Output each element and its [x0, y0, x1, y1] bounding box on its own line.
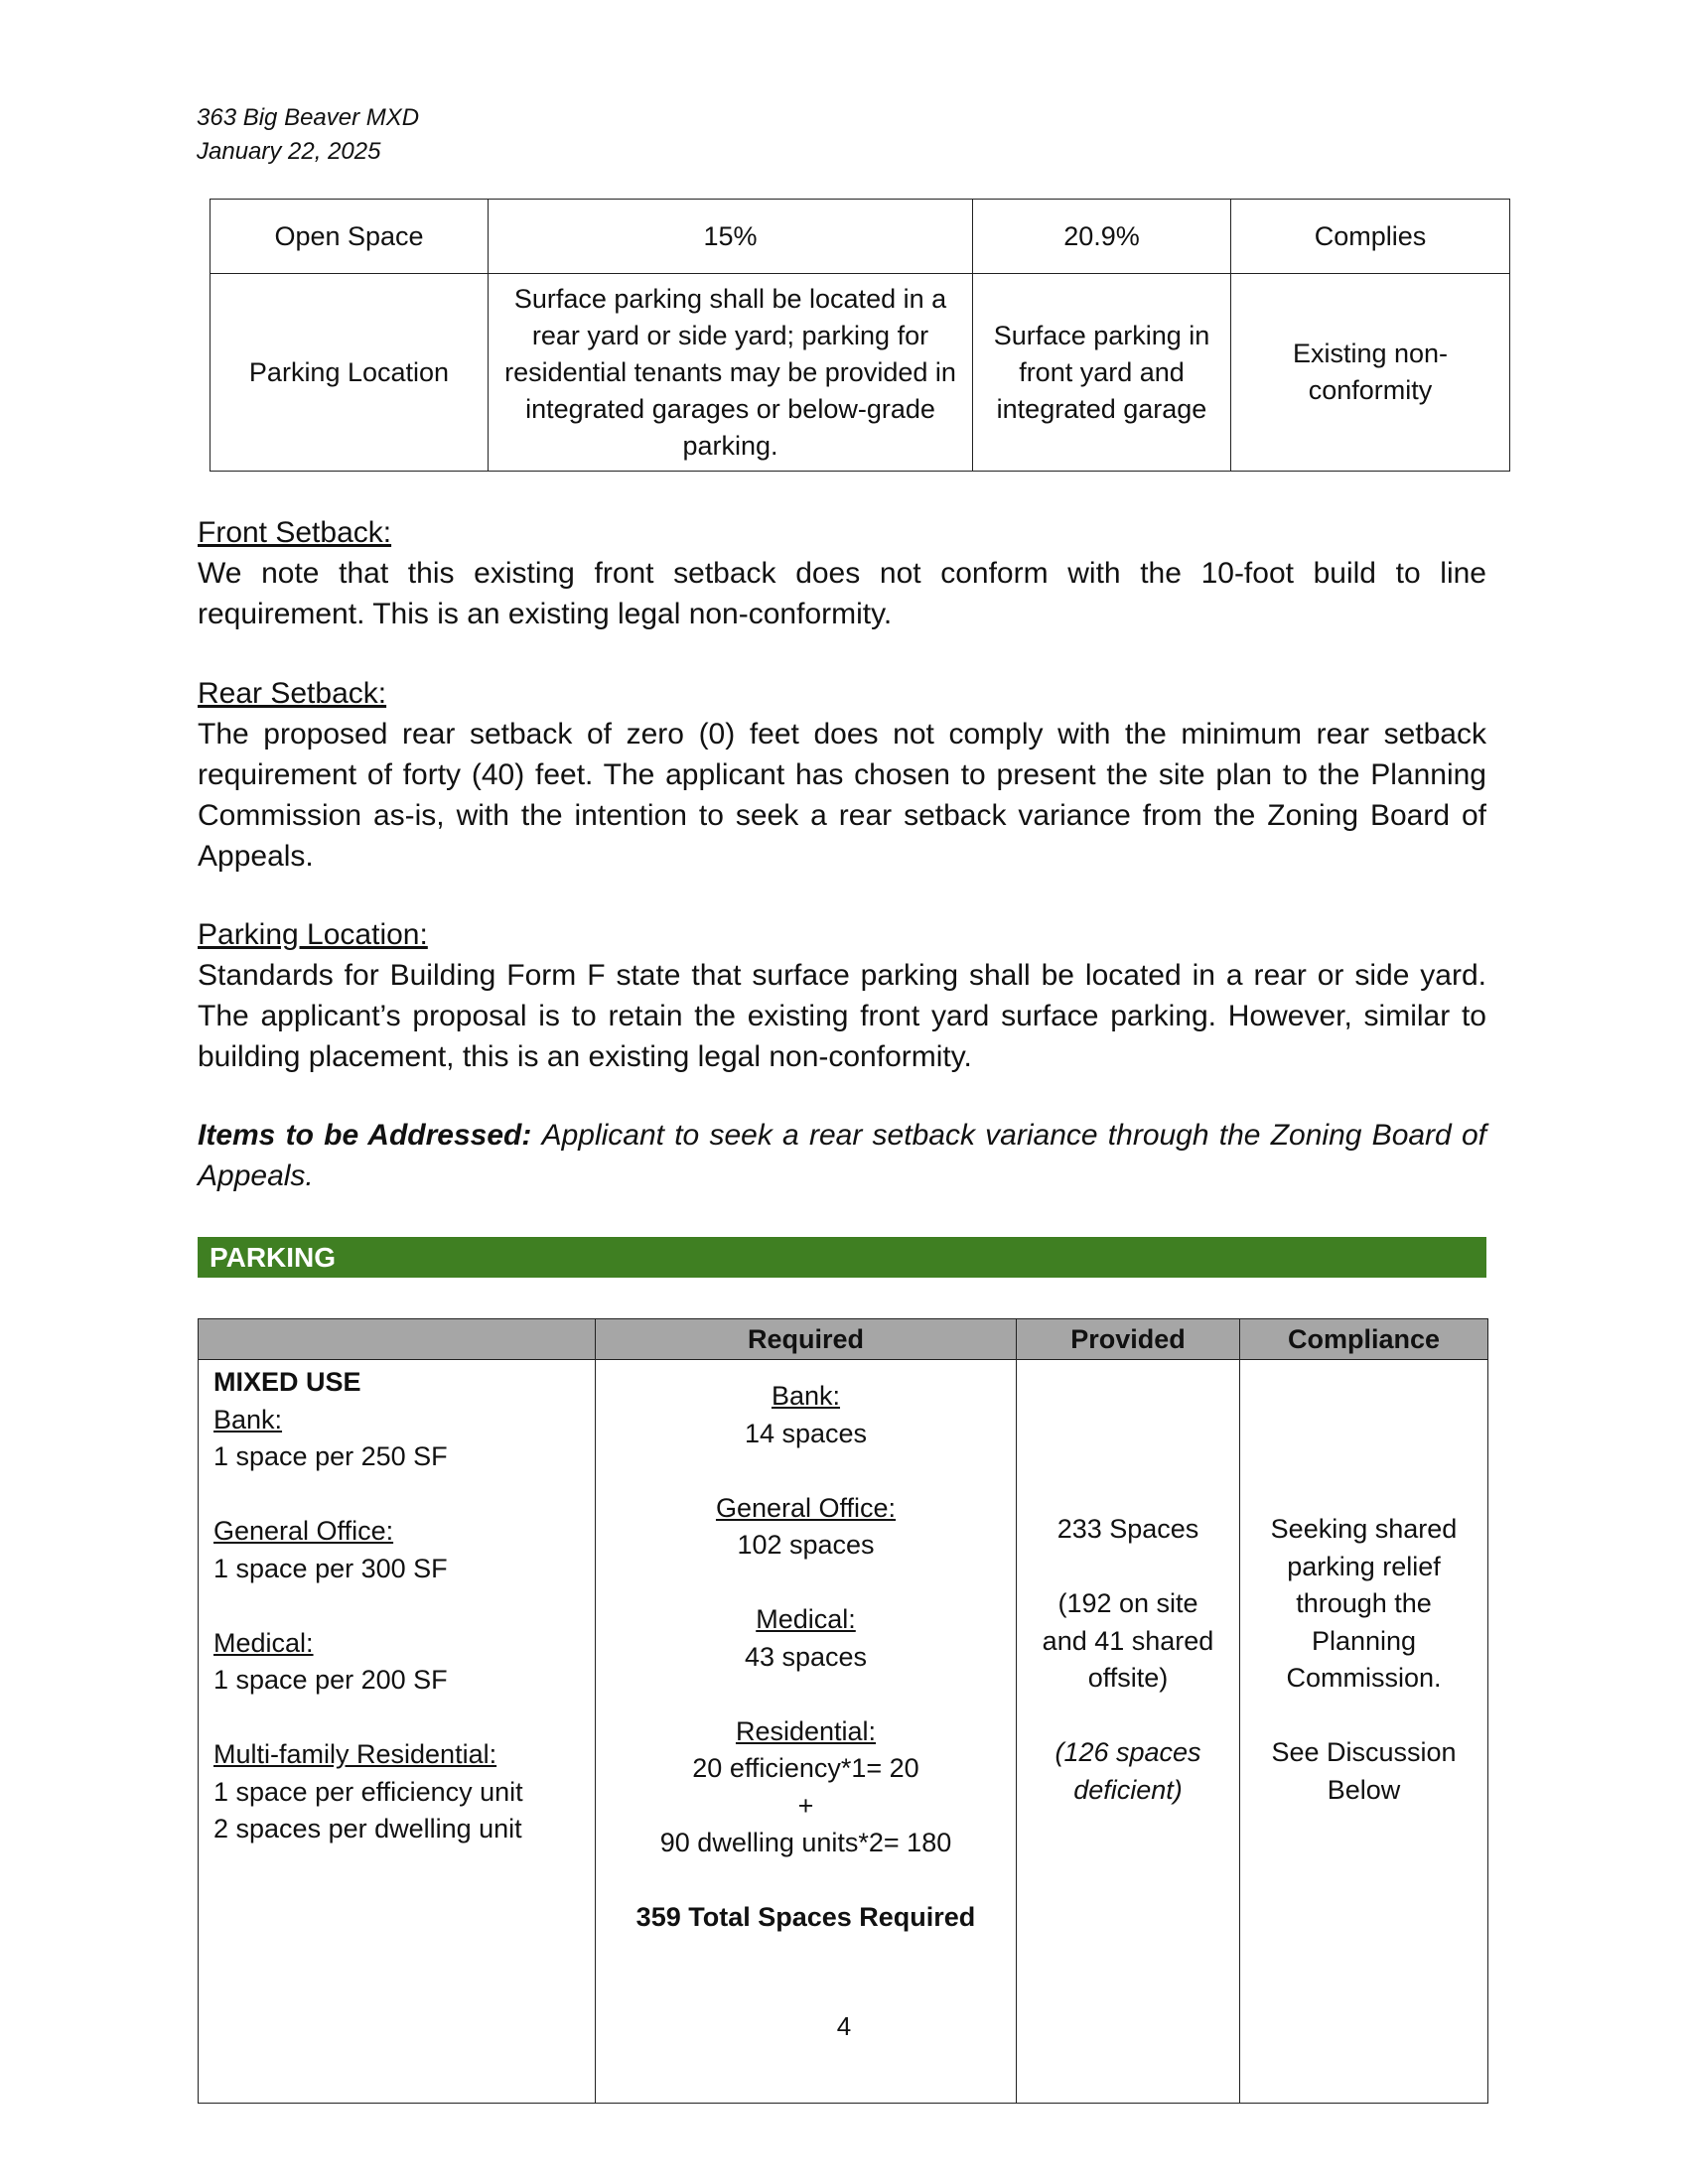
compliance-cell: Existing non-conformity — [1231, 274, 1510, 472]
provided-cell — [1017, 1360, 1240, 2104]
required-value: 14 spaces — [744, 1418, 868, 1448]
required-cell: 15% — [489, 200, 973, 274]
compliance-line: Planning — [1311, 1625, 1417, 1656]
required-value: 90 dwelling units*2= 180 — [659, 1828, 952, 1857]
uses-cell — [199, 1360, 596, 2104]
project-name: 363 Big Beaver MXD — [197, 104, 420, 131]
column-header-required: Required — [596, 1319, 1017, 1360]
required-value: 43 spaces — [744, 1641, 868, 1672]
compliance-cell — [1240, 1360, 1488, 2104]
compliance-line: through the — [1296, 1588, 1432, 1618]
required-value: + — [797, 1790, 814, 1821]
required-total: 359 Total Spaces Required — [635, 1902, 976, 1932]
provided-deficit: (126 spaces — [1055, 1737, 1201, 1767]
page-number: 4 — [836, 2011, 852, 2041]
use-rate: 1 space per efficiency unit — [213, 1776, 523, 1807]
front-setback-heading: Front Setback: — [198, 516, 392, 549]
column-header — [199, 1319, 596, 1360]
provided-detail: (192 on site — [1057, 1588, 1198, 1618]
required-value: 20 efficiency*1= 20 — [692, 1753, 919, 1783]
parking-section-title: PARKING — [210, 1242, 337, 1273]
compliance-line: Seeking shared — [1270, 1514, 1458, 1544]
use-title: MIXED USE — [213, 1367, 361, 1397]
use-label: Bank: — [213, 1404, 283, 1434]
table-header-row — [199, 1319, 1488, 1360]
standard-cell: Open Space — [211, 200, 489, 274]
report-date: January 22, 2025 — [197, 138, 381, 165]
provided-detail: and 41 shared — [1042, 1625, 1214, 1656]
compliance-note: See Discussion — [1271, 1737, 1457, 1767]
provided-cell: Surface parking in front yard and integrated garage — [973, 274, 1231, 472]
use-rate: 1 space per 300 SF — [213, 1553, 448, 1583]
column-header-provided: Provided — [1017, 1319, 1240, 1360]
compliance-cell: Complies — [1231, 200, 1510, 274]
provided-detail: offsite) — [1087, 1663, 1169, 1693]
parking-location-text: Standards for Building Form F state that surface parking shall be located in a rear or side yard. The applicant’s proposal is to retain the existing front yard surface parking. However, similar to building placement, this is an existing legal non-conformity. — [198, 959, 1486, 1073]
required-label: General Office: — [715, 1492, 897, 1523]
required-label: Bank: — [771, 1381, 841, 1411]
compliance-line: parking relief — [1287, 1551, 1441, 1581]
front-setback-section — [198, 512, 1486, 634]
items-to-address — [198, 1115, 1486, 1196]
parking-location-section — [198, 914, 1486, 1077]
required-label: Medical: — [756, 1604, 856, 1634]
table-row — [199, 1360, 1488, 2104]
required-label: Residential: — [735, 1715, 877, 1746]
items-text: Applicant to seek a rear setback variance through the Zoning Board of Appeals. — [198, 1119, 1486, 1192]
use-label: Medical: — [213, 1627, 314, 1658]
rear-setback-text: The proposed rear setback of zero (0) feet does not comply with the minimum rear setback requirement of forty (40) feet. The applicant has chosen to present the site plan to the Planning Commission as-is, with the intention to seek a rear setback variance from the Zoning Board of Appeals. — [198, 718, 1486, 873]
rear-setback-heading: Rear Setback: — [198, 677, 387, 710]
table-row — [211, 274, 1510, 472]
parking-location-heading: Parking Location: — [198, 918, 428, 951]
provided-main: 233 Spaces — [1056, 1514, 1199, 1544]
use-rate: 1 space per 250 SF — [213, 1441, 448, 1471]
use-rate: 2 spaces per dwelling unit — [213, 1814, 522, 1843]
required-value: 102 spaces — [737, 1530, 875, 1560]
use-label: General Office: — [213, 1516, 394, 1546]
table-row — [211, 200, 1510, 274]
parking-section-band — [198, 1237, 1486, 1278]
zoning-standards-table — [210, 199, 1510, 472]
compliance-line: Commission. — [1286, 1663, 1442, 1693]
provided-cell: 20.9% — [973, 200, 1231, 274]
page-header — [197, 101, 419, 169]
items-label: Items to be Addressed: — [198, 1119, 532, 1152]
front-setback-text: We note that this existing front setback does not conform with the 10-foot build to line requirement. This is an existing legal non-conformity. — [198, 557, 1486, 630]
parking-table — [198, 1318, 1488, 2104]
use-rate: 1 space per 200 SF — [213, 1665, 448, 1695]
use-label: Multi-family Residential: — [213, 1739, 497, 1769]
required-cell — [596, 1360, 1017, 2104]
standard-cell: Parking Location — [211, 274, 489, 472]
compliance-note: Below — [1327, 1774, 1401, 1805]
provided-deficit: deficient) — [1073, 1774, 1183, 1805]
column-header-compliance: Compliance — [1240, 1319, 1488, 1360]
rear-setback-section — [198, 673, 1486, 877]
required-cell: Surface parking shall be located in a rear yard or side yard; parking for residential tenants may be provided in integrated garages or below-grade parking. — [489, 274, 973, 472]
